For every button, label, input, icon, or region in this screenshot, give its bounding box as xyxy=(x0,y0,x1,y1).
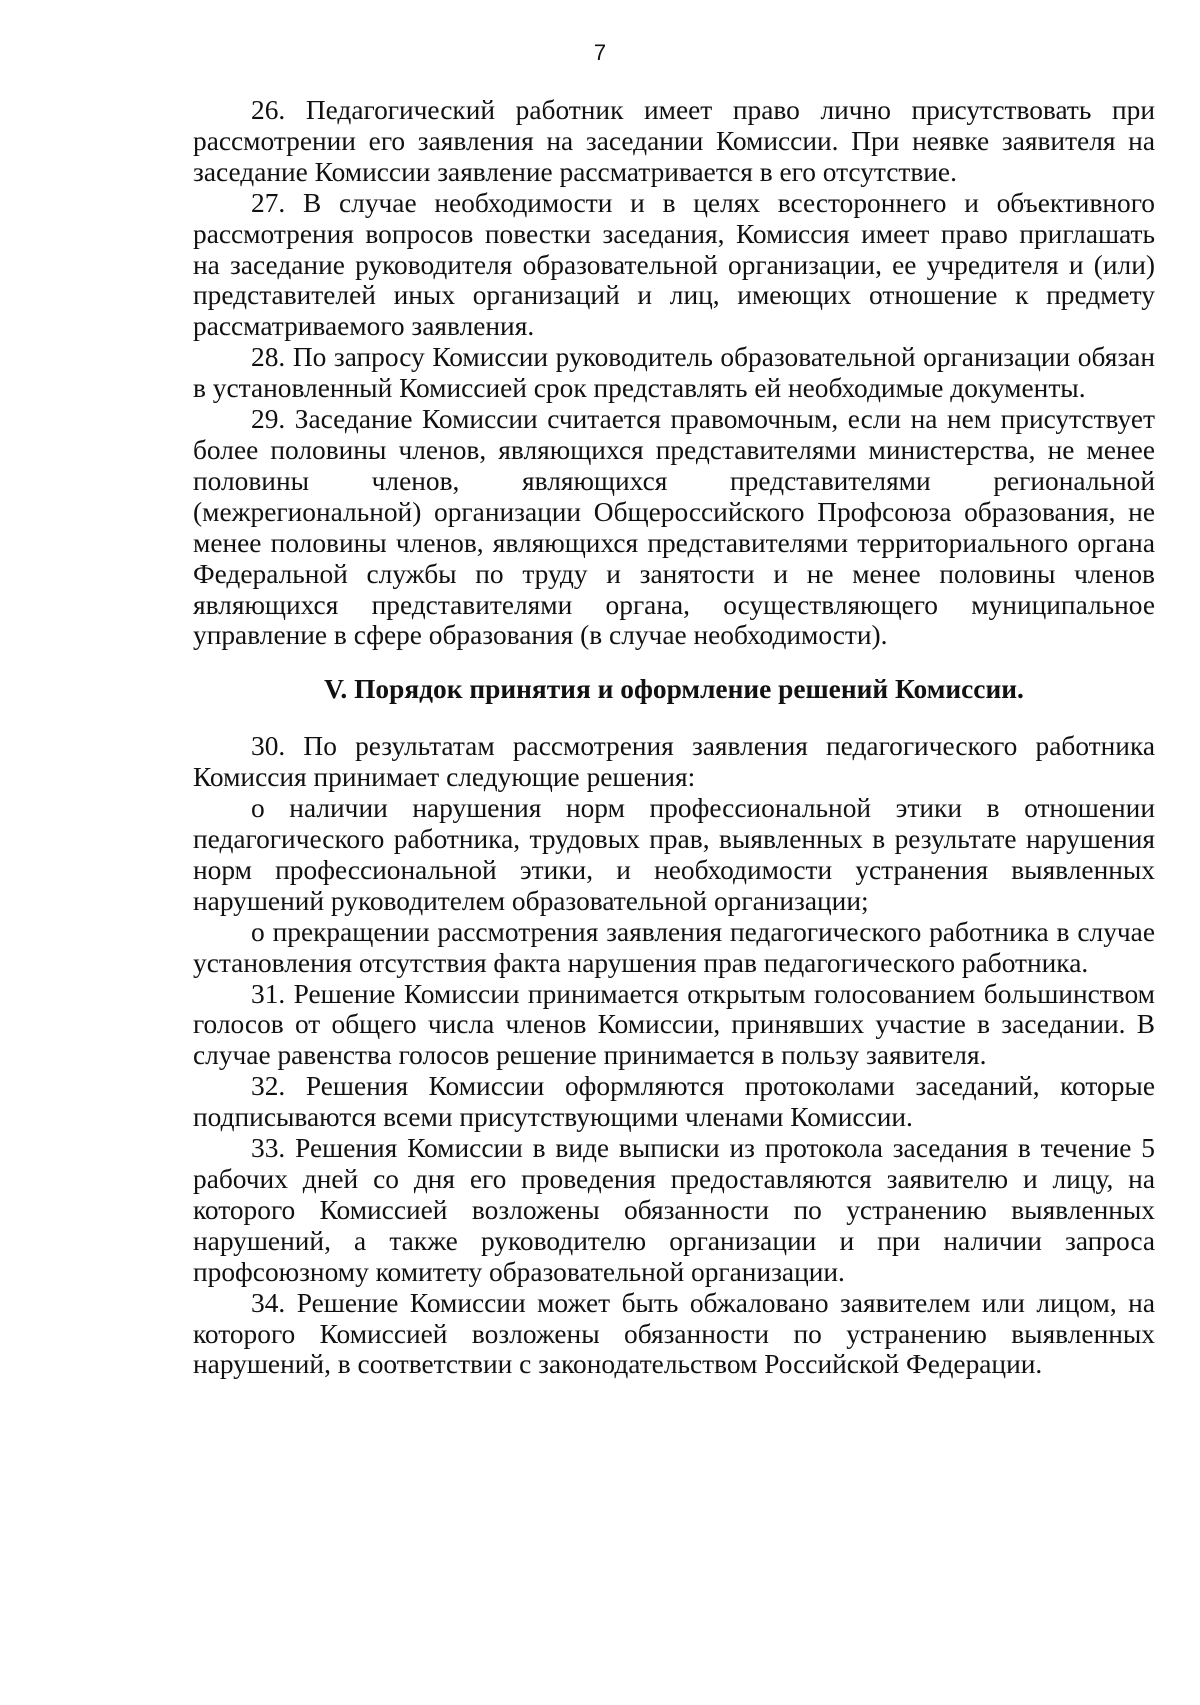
paragraph-30: 30. По результатам рассмотрения заявления педагогического работника Комиссия принимает следующие решения: xyxy=(193,731,1155,793)
paragraph-33: 33. Решения Комиссии в виде выписки из протокола заседания в течение 5 рабочих дней со дня его проведения предоставляются заявителю и лицу, на которого Комиссией возложены обязанности по устранению выявленных нарушений, а также руководителю организации и при наличии запроса профсоюзному комитету образовательной организации. xyxy=(193,1133,1155,1287)
paragraph-32: 32. Решения Комиссии оформляются протоколами заседаний, которые подписываются всеми присутствующими членами Комиссии. xyxy=(193,1071,1155,1133)
paragraph-29: 29. Заседание Комиссии считается правомочным, если на нем присутствует более половины членов, являющихся представителями министерства, не менее половины членов, являющихся представителями региональной (межрегиональной) организации Общероссийского Профсоюза образования, не менее половины членов, являющихся представителями территориального органа Федеральной службы по труду и занятости и не менее половины членов являющихся представителями органа, осуществляющего муниципальное управление в сфере образования (в случае необходимости). xyxy=(193,404,1155,651)
paragraph-34: 34. Решение Комиссии может быть обжаловано заявителем или лицом, на которого Комиссией возложены обязанности по устранению выявленных нарушений, в соответствии с законодательством Российской Федерации. xyxy=(193,1287,1155,1380)
paragraph-27: 27. В случае необходимости и в целях всестороннего и объективного рассмотрения вопросов повестки заседания, Комиссия имеет право приглашать на заседание руководителя образовательной организации, ее учредителя и (или) представителей иных организаций и лиц, имеющих отношение к предмету рассматриваемого заявления. xyxy=(193,187,1155,342)
document-body xyxy=(193,95,1155,1380)
paragraph-26: 26. Педагогический работник имеет право лично присутствовать при рассмотрении его заявления на заседании Комиссии. При неявке заявителя на заседание Комиссии заявление рассматривается в его отсутствие. xyxy=(193,95,1155,187)
paragraph-28: 28. По запросу Комиссии руководитель образовательной организации обязан в установленный Комиссией срок представлять ей необходимые документы. xyxy=(193,342,1155,404)
section-heading: V. Порядок принятия и оформление решений Комиссии. xyxy=(324,674,1024,705)
paragraph-31: 31. Решение Комиссии принимается открытым голосованием большинством голосов от общего числа членов Комиссии, принявших участие в заседании. В случае равенства голосов решение принимается в пользу заявителя. xyxy=(193,978,1155,1071)
page-number: 7 xyxy=(593,40,607,65)
paragraph-30-option-termination: о прекращении рассмотрения заявления педагогического работника в случае установления отсутствия факта нарушения прав педагогического работника. xyxy=(193,916,1155,978)
paragraph-30-option-violation: о наличии нарушения норм профессиональной этики в отношении педагогического работника, трудовых прав, выявленных в результате нарушения норм профессиональной этики, и необходимости устранения выявленных нарушений руководителем образовательной организации; xyxy=(193,793,1155,916)
